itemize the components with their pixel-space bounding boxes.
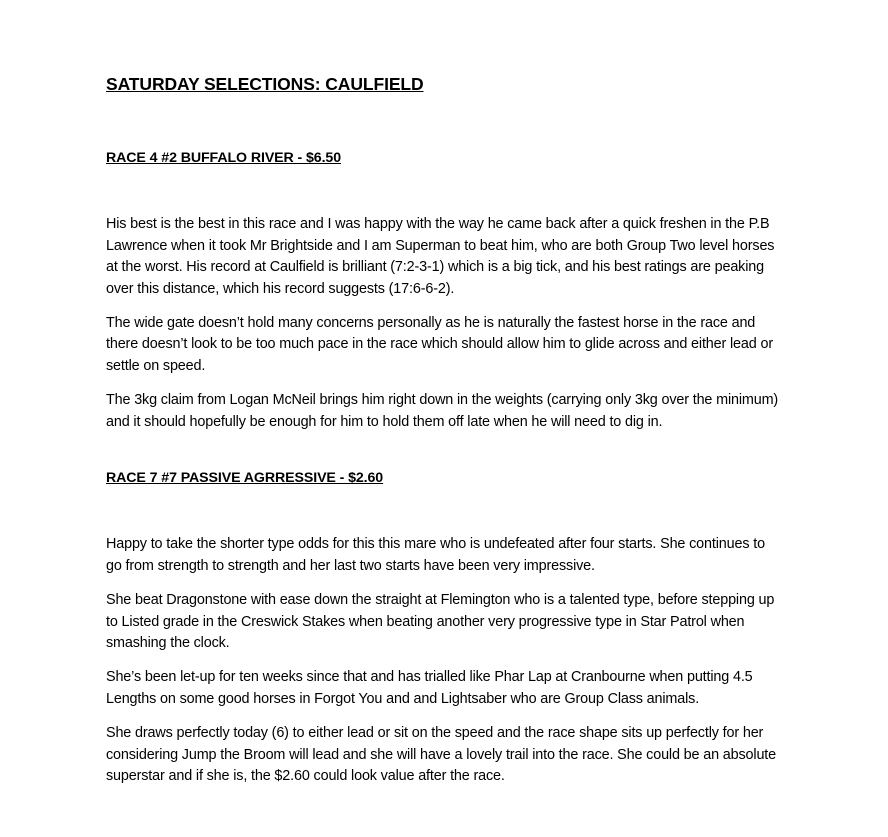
race-section-buffalo-river bbox=[106, 147, 782, 433]
race-heading: RACE 4 #2 BUFFALO RIVER - $6.50 bbox=[106, 150, 341, 166]
paragraph: Happy to take the shorter type odds for this this mare who is undefeated after four starts. She continues to go from strength to strength and her last two starts have been very impressive. bbox=[106, 536, 765, 574]
paragraph: She’s been let-up for ten weeks since that and has trialled like Phar Lap at Cranbourne when putting 4.5 Lengths on some good horses in Forgot You and and Lightsaber who are Group Class animals. bbox=[106, 669, 753, 707]
paragraph: She draws perfectly today (6) to either lead or sit on the speed and the race shape sits up perfectly for her considering Jump the Broom will lead and she will have a lovely trail into the race. She could be an absolute superstar and if she is, the $2.60 could look value after the race. bbox=[106, 725, 776, 785]
paragraph: The 3kg claim from Logan McNeil brings him right down in the weights (carrying only 3kg over the minimum) and it should hopefully be enough for him to hold them off late when he will need to dig in. bbox=[106, 392, 779, 430]
race-body bbox=[106, 534, 782, 787]
race-section-passive-aggressive bbox=[106, 467, 782, 787]
document-title: SATURDAY SELECTIONS: CAULFIELD bbox=[106, 74, 424, 94]
race-body bbox=[106, 214, 782, 433]
paragraph: The wide gate doesn’t hold many concerns personally as he is naturally the fastest horse in the race and there doesn’t look to be too much pace in the race which should allow him to glide across and either lead or settle on speed. bbox=[106, 314, 773, 375]
paragraph: His best is the best in this race and I was happy with the way he came back after a quick freshen in the P.B Lawrence when it took Mr Brightside and I am Superman to beat him, who are both Group Two level horses at the worst. His record at Caulfield is brilliant (7:2-3-1) which is a big tick, and his best ratings are peaking over this distance, which his record suggests (17:6-6-2). bbox=[106, 216, 775, 297]
paragraph: She beat Dragonstone with ease down the straight at Flemington who is a talented type, before stepping up to Listed grade in the Creswick Stakes when beating another very progressive type in Star Patrol when smashing the clock. bbox=[106, 592, 775, 652]
race-heading: RACE 7 #7 PASSIVE AGRRESSIVE - $2.60 bbox=[106, 470, 384, 487]
document-body bbox=[106, 70, 782, 800]
